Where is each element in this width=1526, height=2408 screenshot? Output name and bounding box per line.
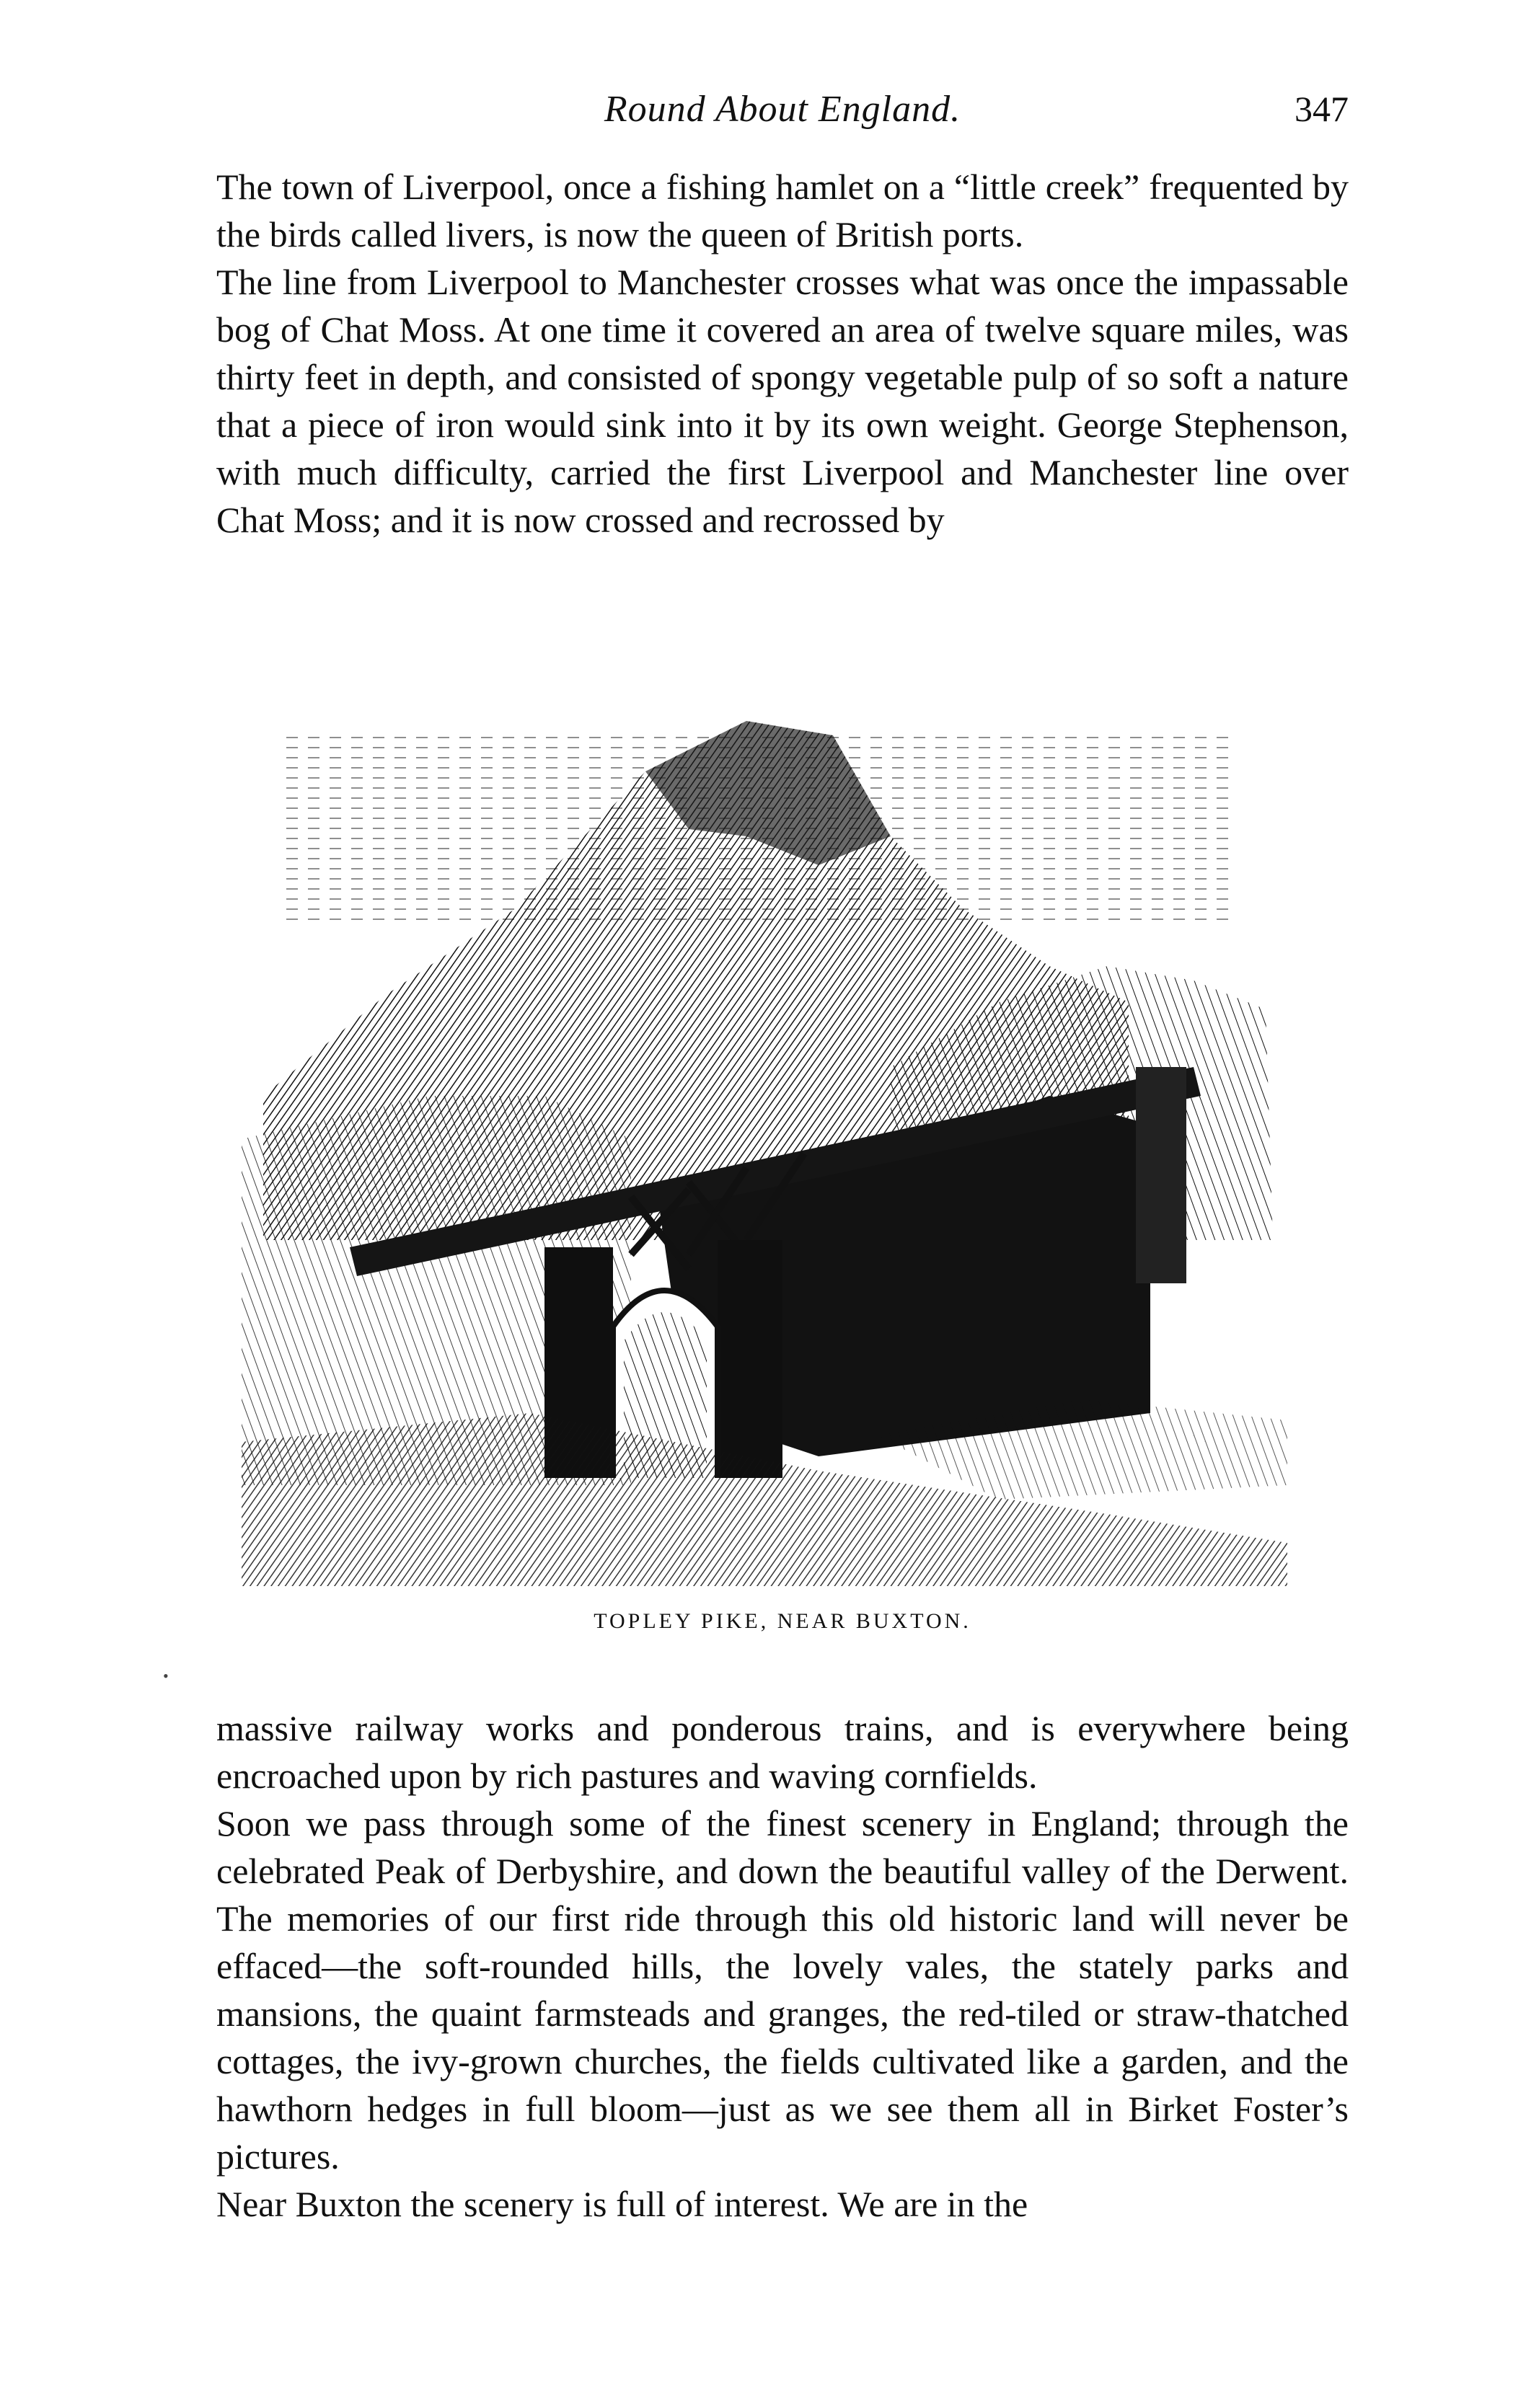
- paragraph-derbyshire: Soon we pass through some of the finest scenery in England; through the celebrated Peak of Derbyshire, and down the beautiful valley of the Derwent. The memories of our first ride through this old historic land will never be effaced—the soft-rounded hills, the lovely vales, the stately parks and mansions, the quaint farmsteads and granges, the red-tiled or straw-thatched cottages, the ivy-grown churches, the fields cultivated like a garden, and the hawthorn hedges in full bloom—just as we see them all in Birket Foster’s pictures.: [216, 1803, 1349, 2177]
- page-number: 347: [1295, 89, 1349, 129]
- paragraph-railway-works: massive railway works and ponderous trains, and is everywhere being encroached upon by rich pastures and waving cornfields.: [216, 1708, 1349, 1796]
- stray-mark: •: [163, 1667, 169, 1685]
- running-head: [216, 88, 1349, 138]
- body-text-bottom: [216, 1704, 1349, 2228]
- engraving-topley-pike: [242, 692, 1287, 1586]
- paragraph-buxton: Near Buxton the scenery is full of interest. We are in the: [216, 2184, 1028, 2224]
- body-text-top: [216, 163, 1349, 544]
- illustration-caption: TOPLEY PIKE, NEAR BUXTON.: [594, 1609, 971, 1633]
- engraving-image: [242, 692, 1287, 1586]
- running-title: Round About England.: [604, 89, 961, 130]
- paragraph-chat-moss: The line from Liverpool to Manchester crosses what was once the impassable bog of Chat Moss. At one time it covered an area of twelve square miles, was thirty feet in depth, and consisted of spongy vegetable pulp of so soft a nature that a piece of iron would sink into it by its own weight. George Stephenson, with much difficulty, carried the first Liverpool and Manchester line over Chat Moss; and it is now crossed and recrossed by: [216, 262, 1349, 540]
- paragraph-liverpool: The town of Liverpool, once a fishing hamlet on a “little creek” frequented by the birds called livers, is now the queen of British ports.: [216, 167, 1349, 254]
